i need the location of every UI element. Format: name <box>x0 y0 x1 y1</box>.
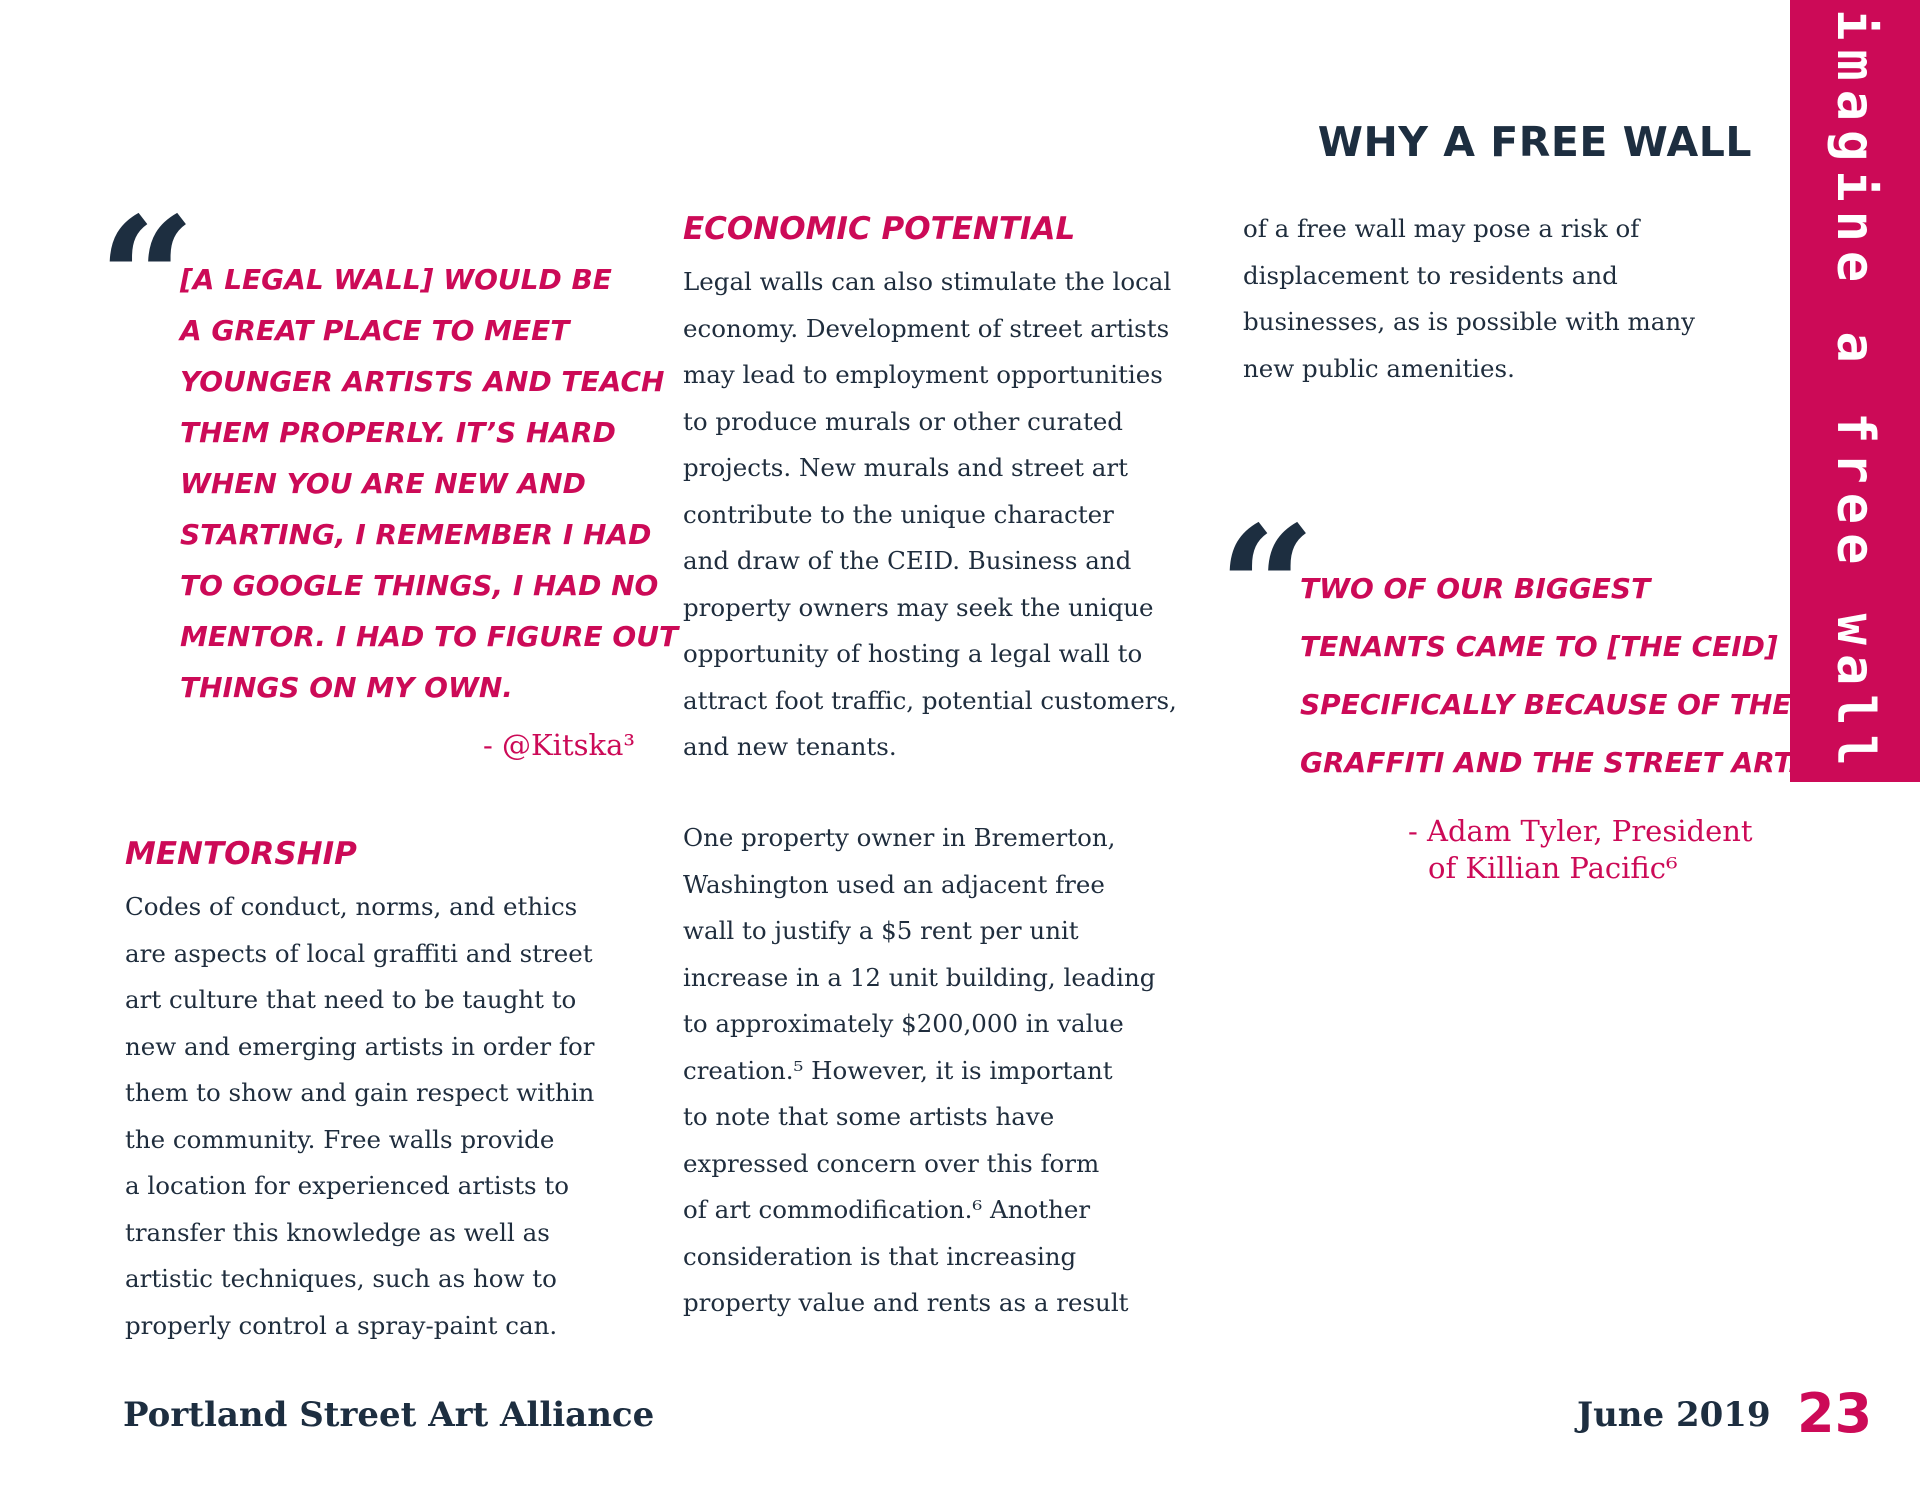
text-line: economy. Development of street artists <box>683 313 1170 343</box>
text-line: expressed concern over this form <box>683 1148 1100 1178</box>
economic-paragraph-2 <box>683 815 1155 1327</box>
quote-line: STARTING, I REMEMBER I HAD <box>180 518 652 551</box>
quote-line: SPECIFICALLY BECAUSE OF THE <box>1300 688 1792 721</box>
text-line: a location for experienced artists to <box>125 1171 570 1200</box>
text-line: Washington used an adjacent free <box>683 869 1105 899</box>
quote-mark-icon: “ <box>1218 489 1316 689</box>
mentorship-paragraph <box>125 884 594 1349</box>
text-line: of a free wall may pose a risk of <box>1243 214 1640 243</box>
text-line: projects. New murals and street art <box>683 453 1128 482</box>
quote-line: TO GOOGLE THINGS, I HAD NO <box>180 569 659 602</box>
footer-organization: Portland Street Art Alliance <box>123 1395 655 1435</box>
side-banner <box>1790 0 1920 782</box>
quote-line: THINGS ON MY OWN. <box>180 671 513 704</box>
economic-paragraph-1 <box>683 259 1177 771</box>
text-line: of art commodification.⁶ Another <box>683 1195 1091 1224</box>
text-line: wall to justify a $5 rent per unit <box>683 916 1079 945</box>
text-line: attract foot traffic, potential customers, <box>683 685 1177 715</box>
quote-line: YOUNGER ARTISTS AND TEACH <box>180 365 665 398</box>
text-line: creation.⁵ However, it is important <box>683 1055 1113 1085</box>
text-line: increase in a 12 unit building, leading <box>683 962 1156 992</box>
text-line: properly control a spray-paint can. <box>125 1310 558 1340</box>
quote-line: WHEN YOU ARE NEW AND <box>180 467 586 500</box>
text-line: and new tenants. <box>683 732 897 761</box>
quote-line: GRAFFITI AND THE STREET ART. <box>1300 746 1799 779</box>
section-title: WHY A FREE WALL <box>1317 118 1752 166</box>
economic-potential-heading: ECONOMIC POTENTIAL <box>683 211 1076 247</box>
text-line: opportunity of hosting a legal wall to <box>683 639 1143 668</box>
text-line: Legal walls can also stimulate the local <box>683 267 1172 296</box>
quote-line: MENTOR. I HAD TO FIGURE OUT <box>180 620 679 653</box>
text-line: new public amenities. <box>1243 353 1515 383</box>
text-line: displacement to residents and <box>1243 260 1618 290</box>
mentorship-heading: MENTORSHIP <box>125 836 357 872</box>
text-line: to note that some artists have <box>683 1102 1055 1131</box>
text-line: may lead to employment opportunities <box>683 360 1163 389</box>
text-line: are aspects of local graffiti and street <box>125 938 593 968</box>
quote-attribution-line-2: of Killian Pacific⁶ <box>1428 851 1678 885</box>
text-line: property owners may seek the unique <box>683 592 1154 622</box>
text-line: new and emerging artists in order for <box>125 1031 595 1061</box>
quote-attribution-line-1: - Adam Tyler, President <box>1408 814 1753 848</box>
pull-quote-kitska <box>180 254 678 713</box>
text-line: and draw of the CEID. Business and <box>683 546 1132 575</box>
text-line: artistic techniques, such as how to <box>125 1264 557 1293</box>
page-number: 23 <box>1797 1382 1873 1445</box>
quote-line: A GREAT PLACE TO MEET <box>180 314 570 347</box>
text-line: transfer this knowledge as well as <box>125 1217 550 1247</box>
text-line: property value and rents as a result <box>683 1288 1129 1317</box>
quote-attribution-kitska: - @Kitska³ <box>483 728 635 762</box>
text-line: art culture that need to be taught to <box>125 985 577 1014</box>
text-line: consideration is that increasing <box>683 1241 1077 1271</box>
quote-line: TENANTS CAME TO [THE CEID] <box>1300 630 1778 663</box>
quote-line: THEM PROPERLY. IT’S HARD <box>180 416 616 449</box>
text-line: to produce murals or other curated <box>683 406 1123 436</box>
quote-mark-icon: “ <box>98 180 196 380</box>
text-line: the community. Free walls provide <box>125 1124 555 1154</box>
quote-line: TWO OF OUR BIGGEST <box>1300 572 1651 605</box>
text-line: One property owner in Bremerton, <box>683 823 1116 852</box>
quote-line: [A LEGAL WALL] WOULD BE <box>180 263 612 296</box>
pull-quote-adam-tyler <box>1300 560 1799 792</box>
side-banner-text: imagine a free wall <box>1825 9 1885 775</box>
text-line: to approximately $200,000 in value <box>683 1009 1124 1038</box>
text-line: Codes of conduct, norms, and ethics <box>125 892 578 921</box>
continuation-paragraph <box>1243 206 1695 392</box>
text-line: contribute to the unique character <box>683 499 1114 529</box>
text-line: them to show and gain respect within <box>125 1078 595 1107</box>
footer-date: June 2019 <box>1577 1395 1771 1435</box>
text-line: businesses, as is possible with many <box>1243 307 1696 336</box>
